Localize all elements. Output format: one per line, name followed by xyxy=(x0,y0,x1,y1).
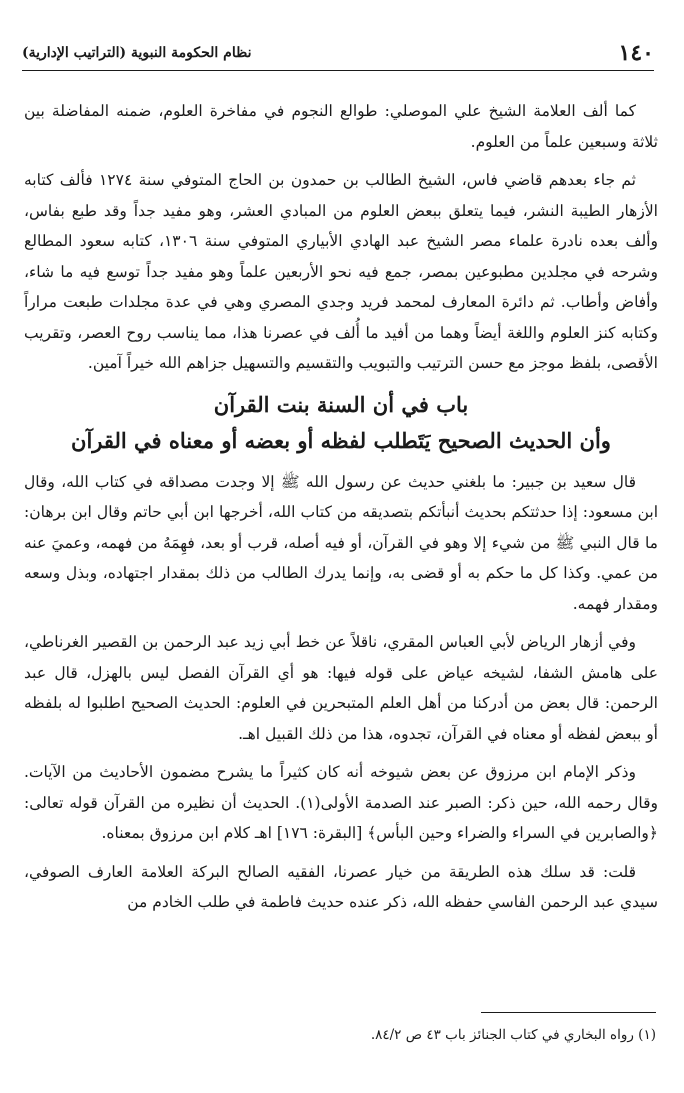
paragraph: ثم جاء بعدهم قاضي فاس، الشيخ الطالب بن حمدون بن الحاج المتوفي سنة ١٢٧٤ فألف كتابه الأزهار الطيبة النشر، فيما يتعلق ببعض العلوم من المبادي العشر، وهو مفيد جداً وقد طبع بفاس، وألف بعده نادرة علماء مصر الشيخ عبد الهادي الأبياري المتوفي سنة ١٣٠٦، كتابه سعود المطالع وشرحه في مجلدين مطبوعين بمصر، جمع فيه نحو الأربعين علماً وهو مفيد جداً توسع فيه ما شاء، وأفاض وأطاب. ثم دائرة المعارف لمحمد فريد وجدي المصري وهي في عدة مجلدات طبعت مراراً وكتابه كنز العلوم واللغة أيضاً وهما من أفيد ما أُلف في عصرنا هذا، مما يناسب روح العصر، وتقريب الأقصى، بلفظ موجز مع حسن الترتيب والتبويب والتقسيم والتسهيل جزاهم الله خيراً آمين. xyxy=(24,171,659,372)
body-text xyxy=(24,96,658,926)
paragraph: قال سعيد بن جبير: ما بلغني حديث عن رسول الله ﷺ إلا وجدت مصداقه في كتاب الله، وقال ابن مسعود: إذا حدثتكم بحديث أنبأتكم بتصديقه من كتاب الله، أخرجها ابن أبي حاتم وقال ابن برهان: ما قال النبي ﷺ من شيء إلا وهو في القرآن، أو فيه أصله، قرب أو بعد، فهِمَهُ من فهمه، وعميَ عنه من عمي. وكذا كل ما حكم به أو قضى به، وإنما يدرك الطالب من ذلك بمقدار اجتهاده، وبذل وسعه ومقدار فهمه. xyxy=(24,472,658,613)
paragraph: قلت: قد سلك هذه الطريقة من خيار عصرنا، الفقيه الصالح البركة العلامة العارف الصوفي، سيدي عبد الرحمن الفاسي حفظه الله، ذكر عنده حديث فاطمة في طلب الخادم من xyxy=(24,862,658,911)
paragraph: كما ألف العلامة الشيخ علي الموصلي: طوالع النجوم في مفاخرة العلوم، ضمنه المفاضلة بين ثلاثة وسبعين علماً من العلوم. xyxy=(24,102,658,151)
page-number: ١٤٠ xyxy=(618,40,654,66)
footnote-divider xyxy=(481,1012,656,1013)
footnote: (١) رواه البخاري في كتاب الجنائز باب ٤٣ ص ٨٤/٢. xyxy=(370,1027,656,1043)
running-title: نظام الحكومة النبوية (التراتيب الإدارية) xyxy=(22,45,252,61)
chapter-subheading: وأن الحديث الصحيح يَتَطلب لفظه أو بعضه أو معناه في القرآن xyxy=(71,427,611,453)
page-header xyxy=(22,42,654,71)
paragraph: وذكر الإمام ابن مرزوق عن بعض شيوخه أنه كان كثيراً ما يشرح مضمون الأحاديث من الآيات. وقال رحمه الله، حين ذكر: الصبر عند الصدمة الأولى(١). الحديث أن نظيره من القرآن قوله تعالى: ﴿والصابرين في السراء والضراء وحين البأس﴾ [البقرة: ١٧٦] اهـ كلام ابن مرزوق بمعناه. xyxy=(24,763,658,842)
chapter-heading: باب في أن السنة بنت القرآن xyxy=(213,391,469,417)
paragraph: وفي أزهار الرياض لأبي العباس المقري، ناقلاً عن خط أبي زيد عبد الرحمن بن القصير الغرناطي، على هامش الشفا، لشيخه عياض على قوله فيها: هو أي القرآن الفصل ليس بالهزل، قال عبد الرحمن: قال بعض من أدركنا من أهل العلم المتبحرين في العلوم: الحديث الصحيح اطلبوا له بلفظه أو ببعض لفظه أو معناه في القرآن، تجدوه، هذا من ذلك القبيل اهـ. xyxy=(24,633,658,743)
